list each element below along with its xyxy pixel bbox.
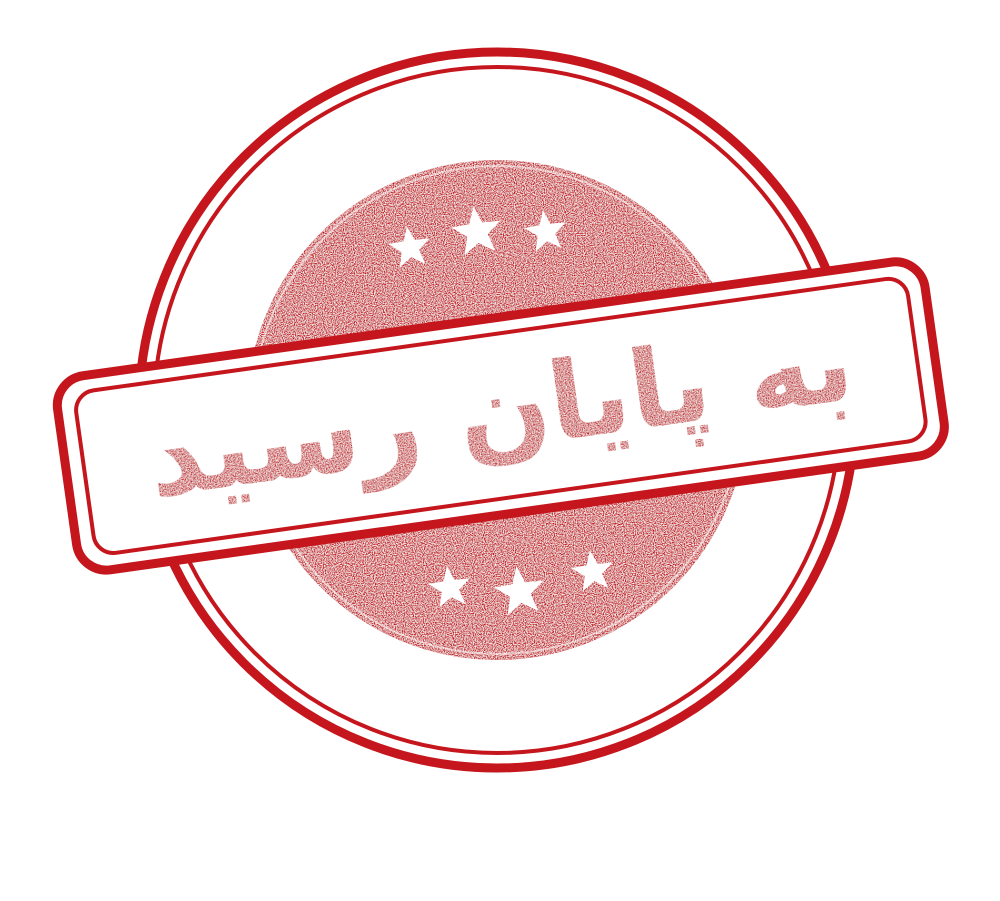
stamp-label: به پایان رسید xyxy=(139,300,861,523)
